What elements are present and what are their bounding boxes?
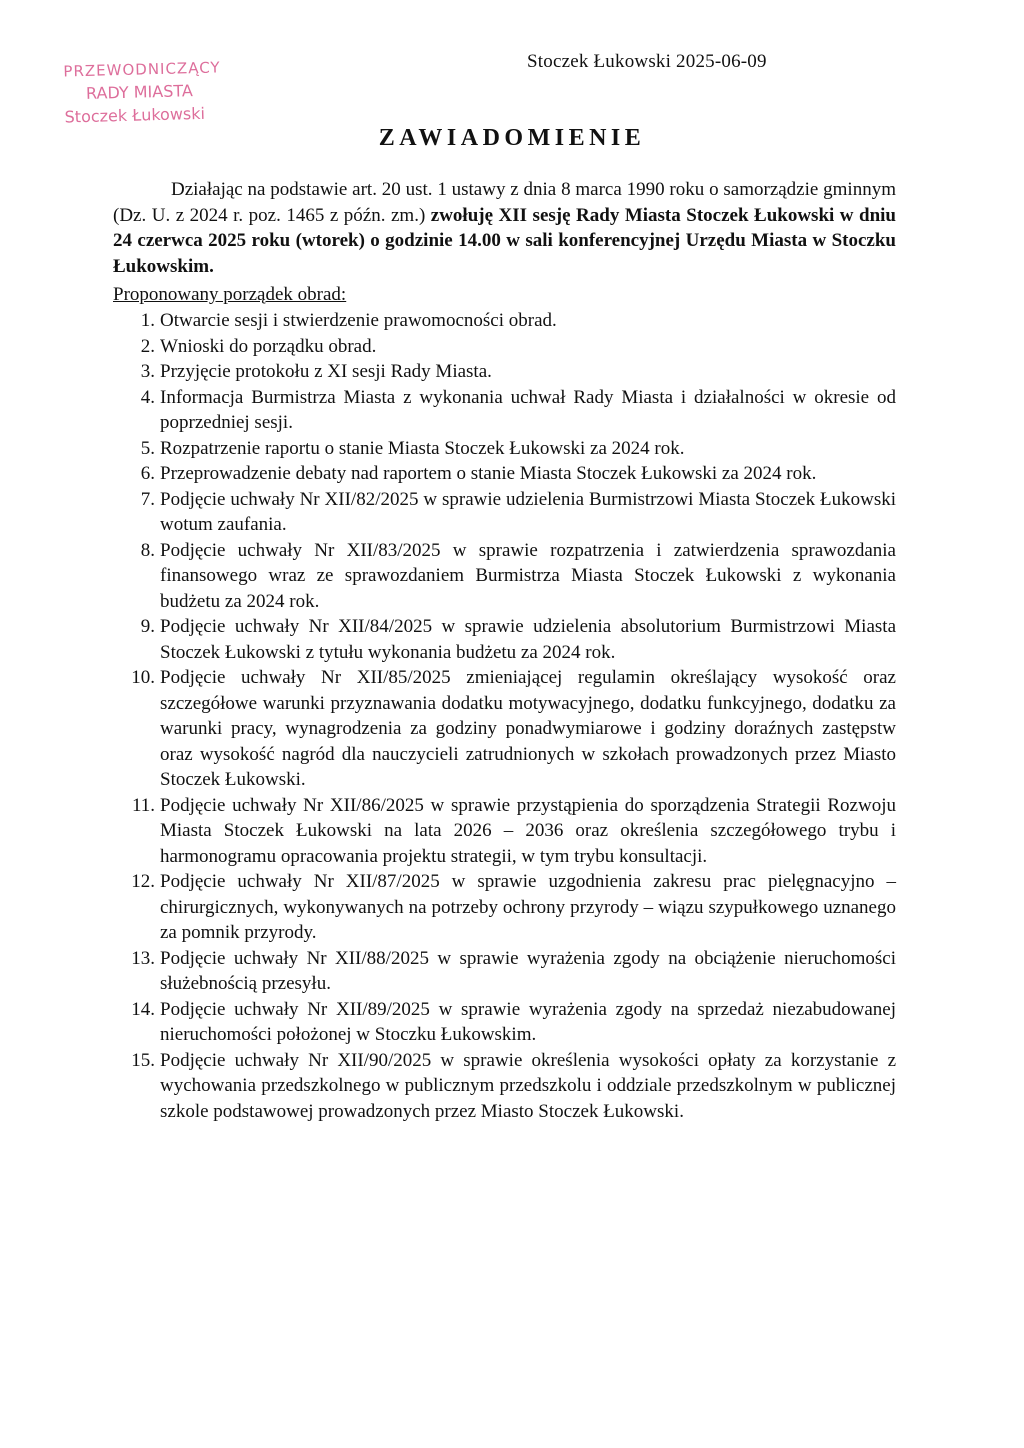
agenda-item-text: Informacja Burmistrza Miasta z wykonania uchwał Rady Miasta i działalności w okresie od poprzedniej sesji. — [160, 386, 896, 433]
agenda-item-text: Podjęcie uchwały Nr XII/88/2025 w sprawie wyrażenia zgody na obciążenie nieruchomości służebnością przesyłu. — [160, 947, 896, 994]
agenda-item — [113, 461, 896, 487]
agenda-item — [113, 308, 896, 334]
agenda-item — [113, 385, 896, 436]
agenda-item-text: Podjęcie uchwały Nr XII/87/2025 w sprawie uzgodnienia zakresu prac pielęgnacyjno – chirurgicznych, wykonywanych na potrzeby ochrony przyrody – wiązu szypułkowego uznanego za pomnik przyrody. — [160, 871, 896, 943]
agenda-item-number: 13. — [131, 947, 155, 969]
intro-bold-text: zwołuję XII sesję Rady Miasta Stoczek Łukowski w dniu 24 czerwca 2025 roku (wtorek) o godzinie 14.00 w sali konferencyjnej Urzędu Miasta w Stoczku Łukowskim. — [113, 204, 896, 277]
agenda-item-number: 4. — [140, 386, 155, 408]
agenda-item-text: Podjęcie uchwały Nr XII/83/2025 w sprawie rozpatrzenia i zatwierdzenia sprawozdania finansowego wraz ze sprawozdaniem Burmistrza Miasta Stoczek Łukowski z wykonania budżetu za 2024 rok. — [160, 539, 896, 612]
stamp-line-2: RADY MIASTA — [85, 81, 194, 103]
agenda-item-text: Podjęcie uchwały Nr XII/90/2025 w sprawie określenia wysokości opłaty za korzystanie z wychowania przedszkolnego w publicznym przedszkolu i oddziale przedszkolnym w publicznej szkole podstawowej prowadzonych przez Miasto Stoczek Łukowski. — [160, 1049, 896, 1122]
intro-paragraph — [113, 177, 896, 279]
agenda-item-number: 9. — [140, 616, 155, 637]
agenda-item-number: 6. — [140, 463, 155, 484]
agenda-item-text: Wnioski do porządku obrad. — [160, 335, 377, 357]
agenda-item — [113, 359, 896, 385]
agenda-item — [113, 614, 896, 665]
agenda-item — [113, 665, 896, 793]
agenda-item-number: 8. — [140, 539, 155, 561]
agenda-item-text: Przeprowadzenie debaty nad raportem o stanie Miasta Stoczek Łukowski za 2024 rok. — [160, 463, 817, 484]
place-and-date: Stoczek Łukowski 2025-06-09 — [527, 51, 767, 72]
agenda-item — [113, 1048, 896, 1125]
stamp-line-1: PRZEWODNICZĄCY — [63, 58, 221, 81]
agenda-item-number: 11. — [131, 794, 155, 816]
agenda-item-number: 2. — [140, 335, 155, 357]
agenda-item-text: Podjęcie uchwały Nr XII/85/2025 zmieniającej regulamin określający wysokość oraz szczegółowe warunki przyznawania dodatku motywacyjnego, dodatku funkcyjnego, dodatku za warunki pracy, wynagrodzenia za godziny ponadwymiarowe i godziny doraźnych zastępstw oraz wysokość nagród dla nauczycieli zatrudnionych w szkołach prowadzonych przez Miasto Stoczek Łukowski. — [160, 667, 896, 790]
intro-text: Działając na podstawie art. 20 ust. 1 ustawy z dnia 8 marca 1990 roku o samorządzie gminnym (Dz. U. z 2024 r. poz. 1465 z późn. zm.) — [113, 179, 896, 226]
agenda-item — [113, 436, 896, 462]
agenda-item-text: Podjęcie uchwały Nr XII/84/2025 w sprawie udzielenia absolutorium Burmistrzowi Miasta Stoczek Łukowski z tytułu wykonania budżetu za 2024 rok. — [160, 616, 896, 663]
agenda-item-text: Otwarcie sesji i stwierdzenie prawomocności obrad. — [160, 310, 557, 331]
agenda-item-number: 10. — [131, 667, 155, 688]
agenda-item-text: Podjęcie uchwały Nr XII/86/2025 w sprawie przystąpienia do sporządzenia Strategii Rozwoju Miasta Stoczek Łukowski na lata 2026 – 2036 oraz określenia szczegółowego trybu i harmonogramu opracowania projektu strategii, w tym trybu konsultacji. — [160, 794, 896, 867]
agenda-item — [113, 487, 896, 538]
agenda-item-number: 12. — [131, 871, 155, 892]
document-title: ZAWIADOMIENIE — [378, 125, 646, 151]
agenda-item — [113, 334, 896, 360]
agenda-item — [113, 869, 896, 946]
agenda-item-text: Podjęcie uchwały Nr XII/89/2025 w sprawie wyrażenia zgody na sprzedaż niezabudowanej nieruchomości położonej w Stoczku Łukowskim. — [160, 998, 896, 1045]
council-chair-stamp — [59, 57, 261, 126]
agenda-item-number: 3. — [140, 361, 155, 382]
agenda-item-number: 14. — [131, 998, 155, 1020]
stamp-line-3: Stoczek Łukowski — [64, 103, 206, 127]
agenda-heading: Proponowany porządek obrad: — [113, 284, 347, 305]
agenda-item — [113, 997, 896, 1048]
agenda-item-text: Podjęcie uchwały Nr XII/82/2025 w sprawie udzielenia Burmistrzowi Miasta Stoczek Łukowski wotum zaufania. — [160, 488, 896, 535]
agenda-item — [113, 538, 896, 615]
agenda-item-number: 1. — [140, 310, 155, 331]
agenda-item-text: Rozpatrzenie raportu o stanie Miasta Stoczek Łukowski za 2024 rok. — [160, 437, 685, 459]
agenda-item-number: 5. — [140, 437, 155, 459]
agenda-item — [113, 793, 896, 870]
agenda-item-number: 15. — [131, 1049, 155, 1071]
agenda-item-text: Przyjęcie protokołu z XI sesji Rady Miasta. — [160, 361, 492, 382]
agenda-item-number: 7. — [140, 488, 155, 510]
agenda-item — [113, 946, 896, 997]
agenda-list — [113, 308, 896, 1124]
